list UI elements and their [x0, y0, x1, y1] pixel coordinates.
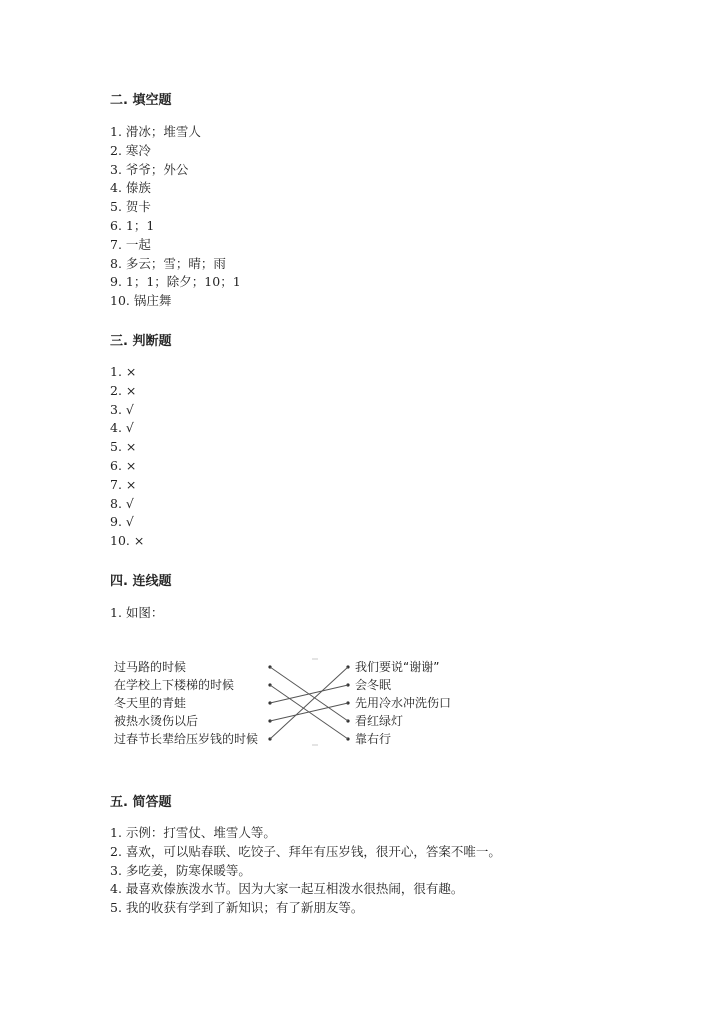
match-right-item: 先用冷水冲洗伤口 — [355, 696, 452, 710]
list-item: 4. 最喜欢傣族泼水节。因为大家一起互相泼水很热闹，很有趣。 — [110, 881, 464, 897]
section-title-matching: 四. 连线题 — [110, 574, 172, 589]
judge-answer-list — [110, 363, 144, 551]
list-item: 3. √ — [110, 401, 134, 417]
list-item: 5. 贺卡 — [110, 199, 151, 215]
matching-figure — [112, 655, 472, 750]
list-item: 7. 一起 — [110, 236, 151, 252]
match-left-item: 被热水烫伤以后 — [114, 714, 199, 728]
match-left-item: 过春节长辈给压岁钱的时候 — [114, 732, 259, 746]
match-left-item: 过马路的时候 — [114, 660, 187, 674]
list-item: 3. 爷爷；外公 — [110, 161, 189, 177]
list-item: 6. 1；1 — [110, 217, 155, 233]
match-connector-line — [270, 685, 348, 703]
list-item: 3. 多吃姜，防寒保暖等。 — [110, 862, 251, 878]
section-title-short: 五. 简答题 — [110, 795, 172, 810]
match-left-item: 冬天里的青蛙 — [114, 696, 187, 710]
list-item: 2. 喜欢，可以贴春联、吃饺子、拜年有压岁钱，很开心，答案不唯一。 — [110, 843, 501, 859]
match-right-item: 我们要说“谢谢” — [355, 660, 440, 674]
list-item: 4. √ — [110, 420, 134, 436]
list-item: 9. √ — [110, 514, 134, 530]
section-title-judge: 三. 判断题 — [110, 334, 172, 349]
list-item: 1. 示例：打雪仗、堆雪人等。 — [110, 825, 276, 840]
section-title-fill: 二. 填空题 — [110, 93, 172, 108]
list-item: 9. 1；1；除夕；10；1 — [110, 274, 241, 290]
list-item: 2. × — [110, 382, 137, 398]
matching-lines — [112, 655, 472, 750]
list-item: 5. 我的收获有学到了新知识；有了新朋友等。 — [110, 900, 364, 916]
fill-answer-list — [110, 123, 241, 311]
list-item: 10. × — [110, 533, 145, 549]
list-item: 7. × — [110, 476, 137, 492]
list-item: 6. × — [110, 457, 137, 473]
list-item: 8. √ — [110, 495, 134, 511]
list-item: 1. × — [110, 364, 137, 379]
list-item: 10. 锅庄舞 — [110, 293, 172, 309]
match-connector-line — [270, 667, 348, 739]
match-right-item: 会冬眠 — [355, 678, 392, 692]
short-answer-list — [110, 824, 501, 918]
list-item: 2. 寒冷 — [110, 142, 151, 158]
match-connector-line — [270, 703, 348, 721]
match-right-item: 看红绿灯 — [355, 714, 404, 728]
matching-intro: 1. 如图： — [110, 605, 164, 620]
list-item: 4. 傣族 — [110, 180, 151, 196]
match-right-item: 靠右行 — [355, 732, 392, 746]
list-item: 8. 多云；雪；晴；雨 — [110, 255, 226, 271]
match-left-item: 在学校上下楼梯的时候 — [114, 678, 235, 692]
list-item: 5. × — [110, 439, 137, 455]
list-item: 1. 滑冰；堆雪人 — [110, 124, 201, 139]
